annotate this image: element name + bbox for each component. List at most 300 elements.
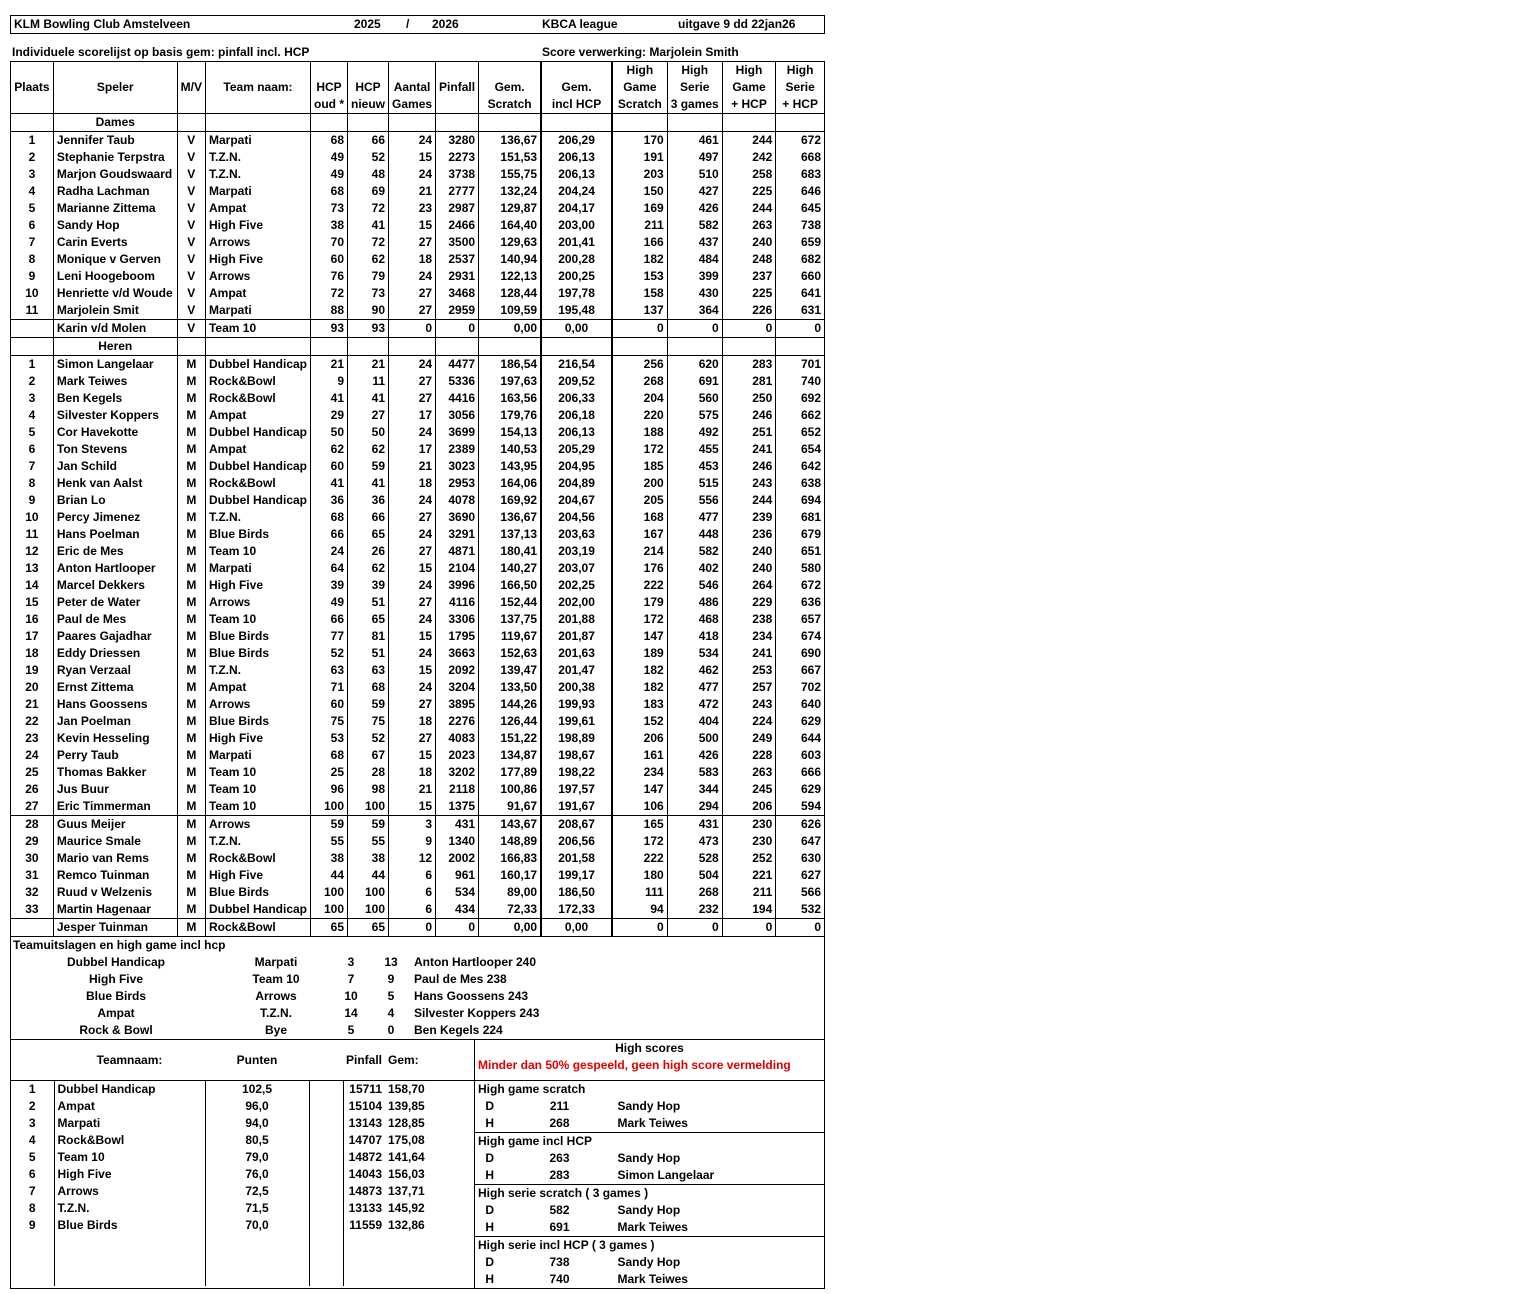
team-name: T.Z.N. [205, 833, 310, 850]
high-serie-hcp: 638 [776, 475, 825, 492]
pinfall: 961 [436, 867, 479, 884]
empty [309, 1234, 343, 1286]
high-serie-hcp: 672 [776, 577, 825, 594]
high-serie-3games: 575 [667, 407, 722, 424]
section-cell [479, 114, 542, 132]
high-game-scratch: 182 [612, 251, 667, 268]
avg-scratch: 119,67 [479, 628, 542, 645]
player-name: Maurice Smale [53, 833, 177, 850]
table-body [11, 114, 825, 937]
hs-gender: H [485, 1272, 495, 1286]
column-header-high-serie-hcp: + HCP [776, 96, 825, 114]
team-name: Blue Birds [54, 1217, 205, 1234]
avg-scratch: 136,67 [479, 509, 542, 526]
pinfall: 4083 [436, 730, 479, 747]
column-header-high-game-hcp: High [722, 62, 776, 80]
table-row [11, 251, 825, 268]
hcp-new: 65 [348, 611, 389, 628]
team-avg: 137,71 [388, 1184, 425, 1198]
team-name: High Five [205, 251, 310, 268]
team-name: Team 10 [205, 781, 310, 798]
games-count: 24 [389, 577, 436, 594]
section-cell [612, 338, 667, 356]
avg-scratch: 160,17 [479, 867, 542, 884]
high-game-scratch: 150 [612, 183, 667, 200]
high-serie-3games: 402 [667, 560, 722, 577]
player-name: Mario van Rems [53, 850, 177, 867]
team-rank: 6 [11, 1166, 54, 1183]
hs-player: Mark Teiwes [617, 1116, 688, 1130]
gender: M [177, 679, 205, 696]
table-row [11, 833, 825, 850]
table-row [11, 509, 825, 526]
high-game-player: Anton Hartlooper 240 [414, 955, 537, 969]
column-header-high-serie-3games: 3 games [667, 96, 722, 114]
score-sheet [10, 15, 825, 1289]
player-name: Ernst Zittema [53, 679, 177, 696]
section-cell [436, 114, 479, 132]
high-game-scratch: 176 [612, 560, 667, 577]
high-serie-3games: 294 [667, 798, 722, 816]
high-game-scratch: 179 [612, 594, 667, 611]
table-row [11, 577, 825, 594]
pinfall: 3690 [436, 509, 479, 526]
hcp-new: 62 [348, 441, 389, 458]
table-row [11, 645, 825, 662]
section-row [11, 338, 825, 356]
hcp-old: 9 [311, 373, 348, 390]
high-game-scratch: 191 [612, 149, 667, 166]
team-results [10, 937, 825, 1039]
pinfall: 3699 [436, 424, 479, 441]
column-header-high-game-hcp: + HCP [722, 96, 776, 114]
avg-incl-hcp: 203,19 [541, 543, 612, 560]
away-team: Marpati [254, 955, 298, 969]
high-game-scratch: 165 [612, 816, 667, 834]
avg-scratch: 180,41 [479, 543, 542, 560]
rank: 11 [11, 302, 54, 320]
table-row [11, 166, 825, 183]
table-row [11, 816, 825, 834]
away-points: 9 [387, 972, 395, 986]
pinfall: 2777 [436, 183, 479, 200]
gender: M [177, 407, 205, 424]
avg-incl-hcp: 200,25 [541, 268, 612, 285]
away-team: Arrows [255, 989, 297, 1003]
games-count: 27 [389, 285, 436, 302]
high-game-scratch: 158 [612, 285, 667, 302]
high-serie-3games: 582 [667, 217, 722, 234]
gender: V [177, 200, 205, 217]
rank: 7 [11, 234, 54, 251]
hcp-new: 39 [348, 577, 389, 594]
high-game-scratch: 200 [612, 475, 667, 492]
gender: M [177, 884, 205, 901]
rank: 26 [11, 781, 54, 798]
column-header-high-game-scratch: Scratch [612, 96, 667, 114]
empty [11, 1234, 54, 1286]
team-name: Ampat [54, 1098, 205, 1115]
column-header-games-count: Games [389, 96, 436, 114]
games-count: 18 [389, 251, 436, 268]
player-name: Karin v/d Molen [53, 320, 177, 338]
pinfall: 1340 [436, 833, 479, 850]
hcp-new: 68 [348, 679, 389, 696]
hcp-old: 100 [311, 901, 348, 919]
hcp-new: 65 [348, 919, 389, 937]
gender: M [177, 781, 205, 798]
player-name: Eric Timmerman [53, 798, 177, 816]
high-serie-3games: 492 [667, 424, 722, 441]
table-row [11, 730, 825, 747]
empty [309, 1149, 343, 1166]
games-count: 18 [389, 475, 436, 492]
team-points: 71,5 [205, 1200, 309, 1217]
high-game-hcp: 263 [722, 764, 776, 781]
standings-row [11, 1081, 474, 1099]
team-name: Blue Birds [205, 526, 310, 543]
hcp-old: 49 [311, 166, 348, 183]
avg-scratch: 0,00 [479, 919, 542, 937]
team-pinfall: 14872 [348, 1150, 382, 1164]
column-header-team-name [205, 62, 310, 80]
rank: 9 [11, 268, 54, 285]
table-row [11, 492, 825, 509]
high-game-hcp: 206 [722, 798, 776, 816]
games-count: 0 [389, 320, 436, 338]
avg-incl-hcp: 201,87 [541, 628, 612, 645]
rank [11, 919, 54, 937]
pinfall: 2276 [436, 713, 479, 730]
avg-incl-hcp: 208,67 [541, 816, 612, 834]
section-cell [348, 114, 389, 132]
header-row [11, 62, 825, 80]
avg-scratch: 152,44 [479, 594, 542, 611]
avg-incl-hcp: 204,24 [541, 183, 612, 200]
high-game-scratch: 167 [612, 526, 667, 543]
standings-avg-header: Gem: [385, 1040, 474, 1081]
hs-section-row [475, 1237, 825, 1255]
high-serie-hcp: 0 [776, 919, 825, 937]
high-game-scratch: 204 [612, 390, 667, 407]
high-serie-3games: 455 [667, 441, 722, 458]
high-serie-3games: 497 [667, 149, 722, 166]
table-row [11, 850, 825, 867]
hcp-new: 75 [348, 713, 389, 730]
team-name: Marpati [205, 183, 310, 200]
team-rank: 5 [11, 1149, 54, 1166]
empty [343, 1234, 385, 1286]
gender: V [177, 251, 205, 268]
high-game-hcp: 245 [722, 781, 776, 798]
avg-incl-hcp: 204,67 [541, 492, 612, 509]
avg-incl-hcp: 206,13 [541, 149, 612, 166]
avg-incl-hcp: 203,07 [541, 560, 612, 577]
player-name: Ben Kegels [53, 390, 177, 407]
column-header-rank: Plaats [11, 79, 54, 96]
games-count: 18 [389, 764, 436, 781]
hs-score: 283 [549, 1168, 570, 1182]
table-row [11, 919, 825, 937]
high-serie-3games: 477 [667, 509, 722, 526]
empty [11, 1040, 54, 1081]
empty [309, 1098, 343, 1115]
rank: 6 [11, 441, 54, 458]
games-count: 17 [389, 441, 436, 458]
pinfall: 3056 [436, 407, 479, 424]
empty [385, 1234, 474, 1286]
gender: M [177, 543, 205, 560]
high-serie-3games: 500 [667, 730, 722, 747]
column-header-pinfall [436, 62, 479, 80]
hs-row [475, 1150, 825, 1167]
season-start: 2025 [354, 17, 381, 31]
games-count: 6 [389, 901, 436, 919]
list-title: Individuele scorelijst op basis gem: pinfall incl. HCP [12, 45, 310, 59]
high-game-hcp: 252 [722, 850, 776, 867]
avg-incl-hcp: 206,18 [541, 407, 612, 424]
high-serie-hcp: 640 [776, 696, 825, 713]
pinfall: 3500 [436, 234, 479, 251]
games-count: 17 [389, 407, 436, 424]
high-game-scratch: 137 [612, 302, 667, 320]
high-game-player: Paul de Mes 238 [414, 972, 507, 986]
gender: M [177, 441, 205, 458]
hcp-new: 26 [348, 543, 389, 560]
high-serie-hcp: 702 [776, 679, 825, 696]
empty [309, 1166, 343, 1183]
avg-incl-hcp: 209,52 [541, 373, 612, 390]
hs-gender: H [485, 1116, 495, 1130]
table-row [11, 696, 825, 713]
rank: 11 [11, 526, 54, 543]
high-game-hcp: 253 [722, 662, 776, 679]
high-serie-3games: 431 [667, 816, 722, 834]
avg-scratch: 166,83 [479, 850, 542, 867]
avg-scratch: 148,89 [479, 833, 542, 850]
hcp-old: 71 [311, 679, 348, 696]
hcp-old: 73 [311, 200, 348, 217]
rank: 7 [11, 458, 54, 475]
gender: M [177, 560, 205, 577]
avg-incl-hcp: 199,17 [541, 867, 612, 884]
hcp-new: 62 [348, 251, 389, 268]
high-serie-hcp: 651 [776, 543, 825, 560]
pinfall: 3663 [436, 645, 479, 662]
team-name: Dubbel Handicap [205, 458, 310, 475]
table-row [11, 543, 825, 560]
high-serie-hcp: 566 [776, 884, 825, 901]
pinfall: 2023 [436, 747, 479, 764]
high-game-hcp: 250 [722, 390, 776, 407]
gender: M [177, 424, 205, 441]
team-name: Team 10 [205, 764, 310, 781]
team-name: Dubbel Handicap [205, 492, 310, 509]
standings-points-header: Punten [205, 1040, 309, 1081]
avg-incl-hcp: 198,89 [541, 730, 612, 747]
home-team: Ampat [97, 1006, 135, 1020]
hs-gender: D [485, 1203, 495, 1217]
hcp-new: 44 [348, 867, 389, 884]
team-name: Team 10 [205, 798, 310, 816]
table-row [11, 373, 825, 390]
team-name: High Five [205, 217, 310, 234]
high-serie-hcp: 631 [776, 302, 825, 320]
high-game-hcp: 228 [722, 747, 776, 764]
team-name: Arrows [205, 816, 310, 834]
gender: M [177, 730, 205, 747]
high-serie-hcp: 629 [776, 781, 825, 798]
games-count: 15 [389, 747, 436, 764]
high-game-hcp: 241 [722, 645, 776, 662]
hcp-new: 21 [348, 356, 389, 374]
hcp-new: 52 [348, 730, 389, 747]
rank: 21 [11, 696, 54, 713]
high-game-hcp: 240 [722, 543, 776, 560]
avg-scratch: 129,63 [479, 234, 542, 251]
team-name: Dubbel Handicap [205, 901, 310, 919]
high-serie-hcp: 740 [776, 373, 825, 390]
avg-incl-hcp: 201,47 [541, 662, 612, 679]
hs-gender: D [485, 1099, 495, 1113]
hcp-old: 21 [311, 356, 348, 374]
gender: V [177, 132, 205, 150]
hcp-new: 72 [348, 200, 389, 217]
high-game-scratch: 211 [612, 217, 667, 234]
games-count: 21 [389, 458, 436, 475]
hs-row [475, 1167, 825, 1185]
player-name: Marcel Dekkers [53, 577, 177, 594]
pinfall: 3738 [436, 166, 479, 183]
avg-scratch: 144,26 [479, 696, 542, 713]
avg-scratch: 151,22 [479, 730, 542, 747]
hcp-new: 38 [348, 850, 389, 867]
rank: 5 [11, 200, 54, 217]
section-row [11, 114, 825, 132]
player-name: Jesper Tuinman [53, 919, 177, 937]
standings-row [11, 1217, 474, 1234]
hs-row [475, 1202, 825, 1219]
hs-section-label: High game incl HCP [475, 1133, 825, 1151]
high-serie-hcp: 636 [776, 594, 825, 611]
pinfall: 1795 [436, 628, 479, 645]
high-serie-hcp: 641 [776, 285, 825, 302]
avg-scratch: 0,00 [479, 320, 542, 338]
high-serie-3games: 426 [667, 200, 722, 217]
player-name: Marianne Zittema [53, 200, 177, 217]
games-count: 27 [389, 543, 436, 560]
high-serie-3games: 484 [667, 251, 722, 268]
hcp-old: 68 [311, 509, 348, 526]
high-game-scratch: 220 [612, 407, 667, 424]
high-game-player: Silvester Koppers 243 [414, 1006, 540, 1020]
table-row [11, 424, 825, 441]
high-game-hcp: 230 [722, 816, 776, 834]
hs-row [475, 1254, 825, 1271]
empty [54, 1234, 205, 1286]
avg-incl-hcp: 206,56 [541, 833, 612, 850]
high-game-hcp: 211 [722, 884, 776, 901]
high-serie-3games: 582 [667, 543, 722, 560]
column-header-hcp-old [311, 62, 348, 80]
rank: 15 [11, 594, 54, 611]
gender: V [177, 234, 205, 251]
games-count: 24 [389, 645, 436, 662]
rank: 18 [11, 645, 54, 662]
rank: 22 [11, 713, 54, 730]
pinfall: 4116 [436, 594, 479, 611]
high-serie-3games: 461 [667, 132, 722, 150]
hs-section-row [475, 1081, 825, 1099]
hcp-new: 41 [348, 390, 389, 407]
gender: M [177, 816, 205, 834]
table-row [11, 183, 825, 200]
high-game-hcp: 241 [722, 441, 776, 458]
team-pinfall: 14043 [348, 1167, 382, 1181]
column-header-player-name [53, 62, 177, 80]
high-serie-3games: 546 [667, 577, 722, 594]
hs-player: Sandy Hop [617, 1099, 681, 1113]
high-serie-hcp: 672 [776, 132, 825, 150]
avg-incl-hcp: 202,00 [541, 594, 612, 611]
rank: 14 [11, 577, 54, 594]
high-game-hcp: 225 [722, 285, 776, 302]
high-serie-hcp: 694 [776, 492, 825, 509]
high-game-hcp: 240 [722, 560, 776, 577]
high-game-scratch: 205 [612, 492, 667, 509]
home-team: High Five [88, 972, 143, 986]
avg-scratch: 134,87 [479, 747, 542, 764]
table-row [11, 320, 825, 338]
rank: 3 [11, 390, 54, 407]
team-rank: 2 [11, 1098, 54, 1115]
rank: 29 [11, 833, 54, 850]
high-serie-3games: 528 [667, 850, 722, 867]
home-points: 5 [347, 1023, 355, 1037]
team-name: Arrows [205, 234, 310, 251]
table-row [11, 234, 825, 251]
team-avg: 158,70 [388, 1082, 425, 1096]
away-points: 5 [387, 989, 395, 1003]
gender: M [177, 919, 205, 937]
hcp-old: 24 [311, 543, 348, 560]
games-count: 27 [389, 509, 436, 526]
games-count: 21 [389, 781, 436, 798]
high-scores [474, 1040, 824, 1288]
results-title-row [11, 937, 824, 954]
team-name: Marpati [205, 302, 310, 320]
high-serie-3games: 462 [667, 662, 722, 679]
hcp-old: 41 [311, 475, 348, 492]
standings-and-highscores [10, 1039, 825, 1289]
pinfall: 0 [436, 919, 479, 937]
high-serie-3games: 427 [667, 183, 722, 200]
table-row [11, 764, 825, 781]
avg-incl-hcp: 216,54 [541, 356, 612, 374]
high-serie-hcp: 662 [776, 407, 825, 424]
column-header-gender [177, 96, 205, 114]
player-score-table [10, 61, 825, 937]
team-name: Marpati [205, 747, 310, 764]
high-game-scratch: 172 [612, 611, 667, 628]
player-name: Jennifer Taub [53, 132, 177, 150]
section-cell [722, 338, 776, 356]
rank: 27 [11, 798, 54, 816]
gender: V [177, 166, 205, 183]
gender: M [177, 798, 205, 816]
hcp-old: 76 [311, 268, 348, 285]
avg-incl-hcp: 203,00 [541, 217, 612, 234]
